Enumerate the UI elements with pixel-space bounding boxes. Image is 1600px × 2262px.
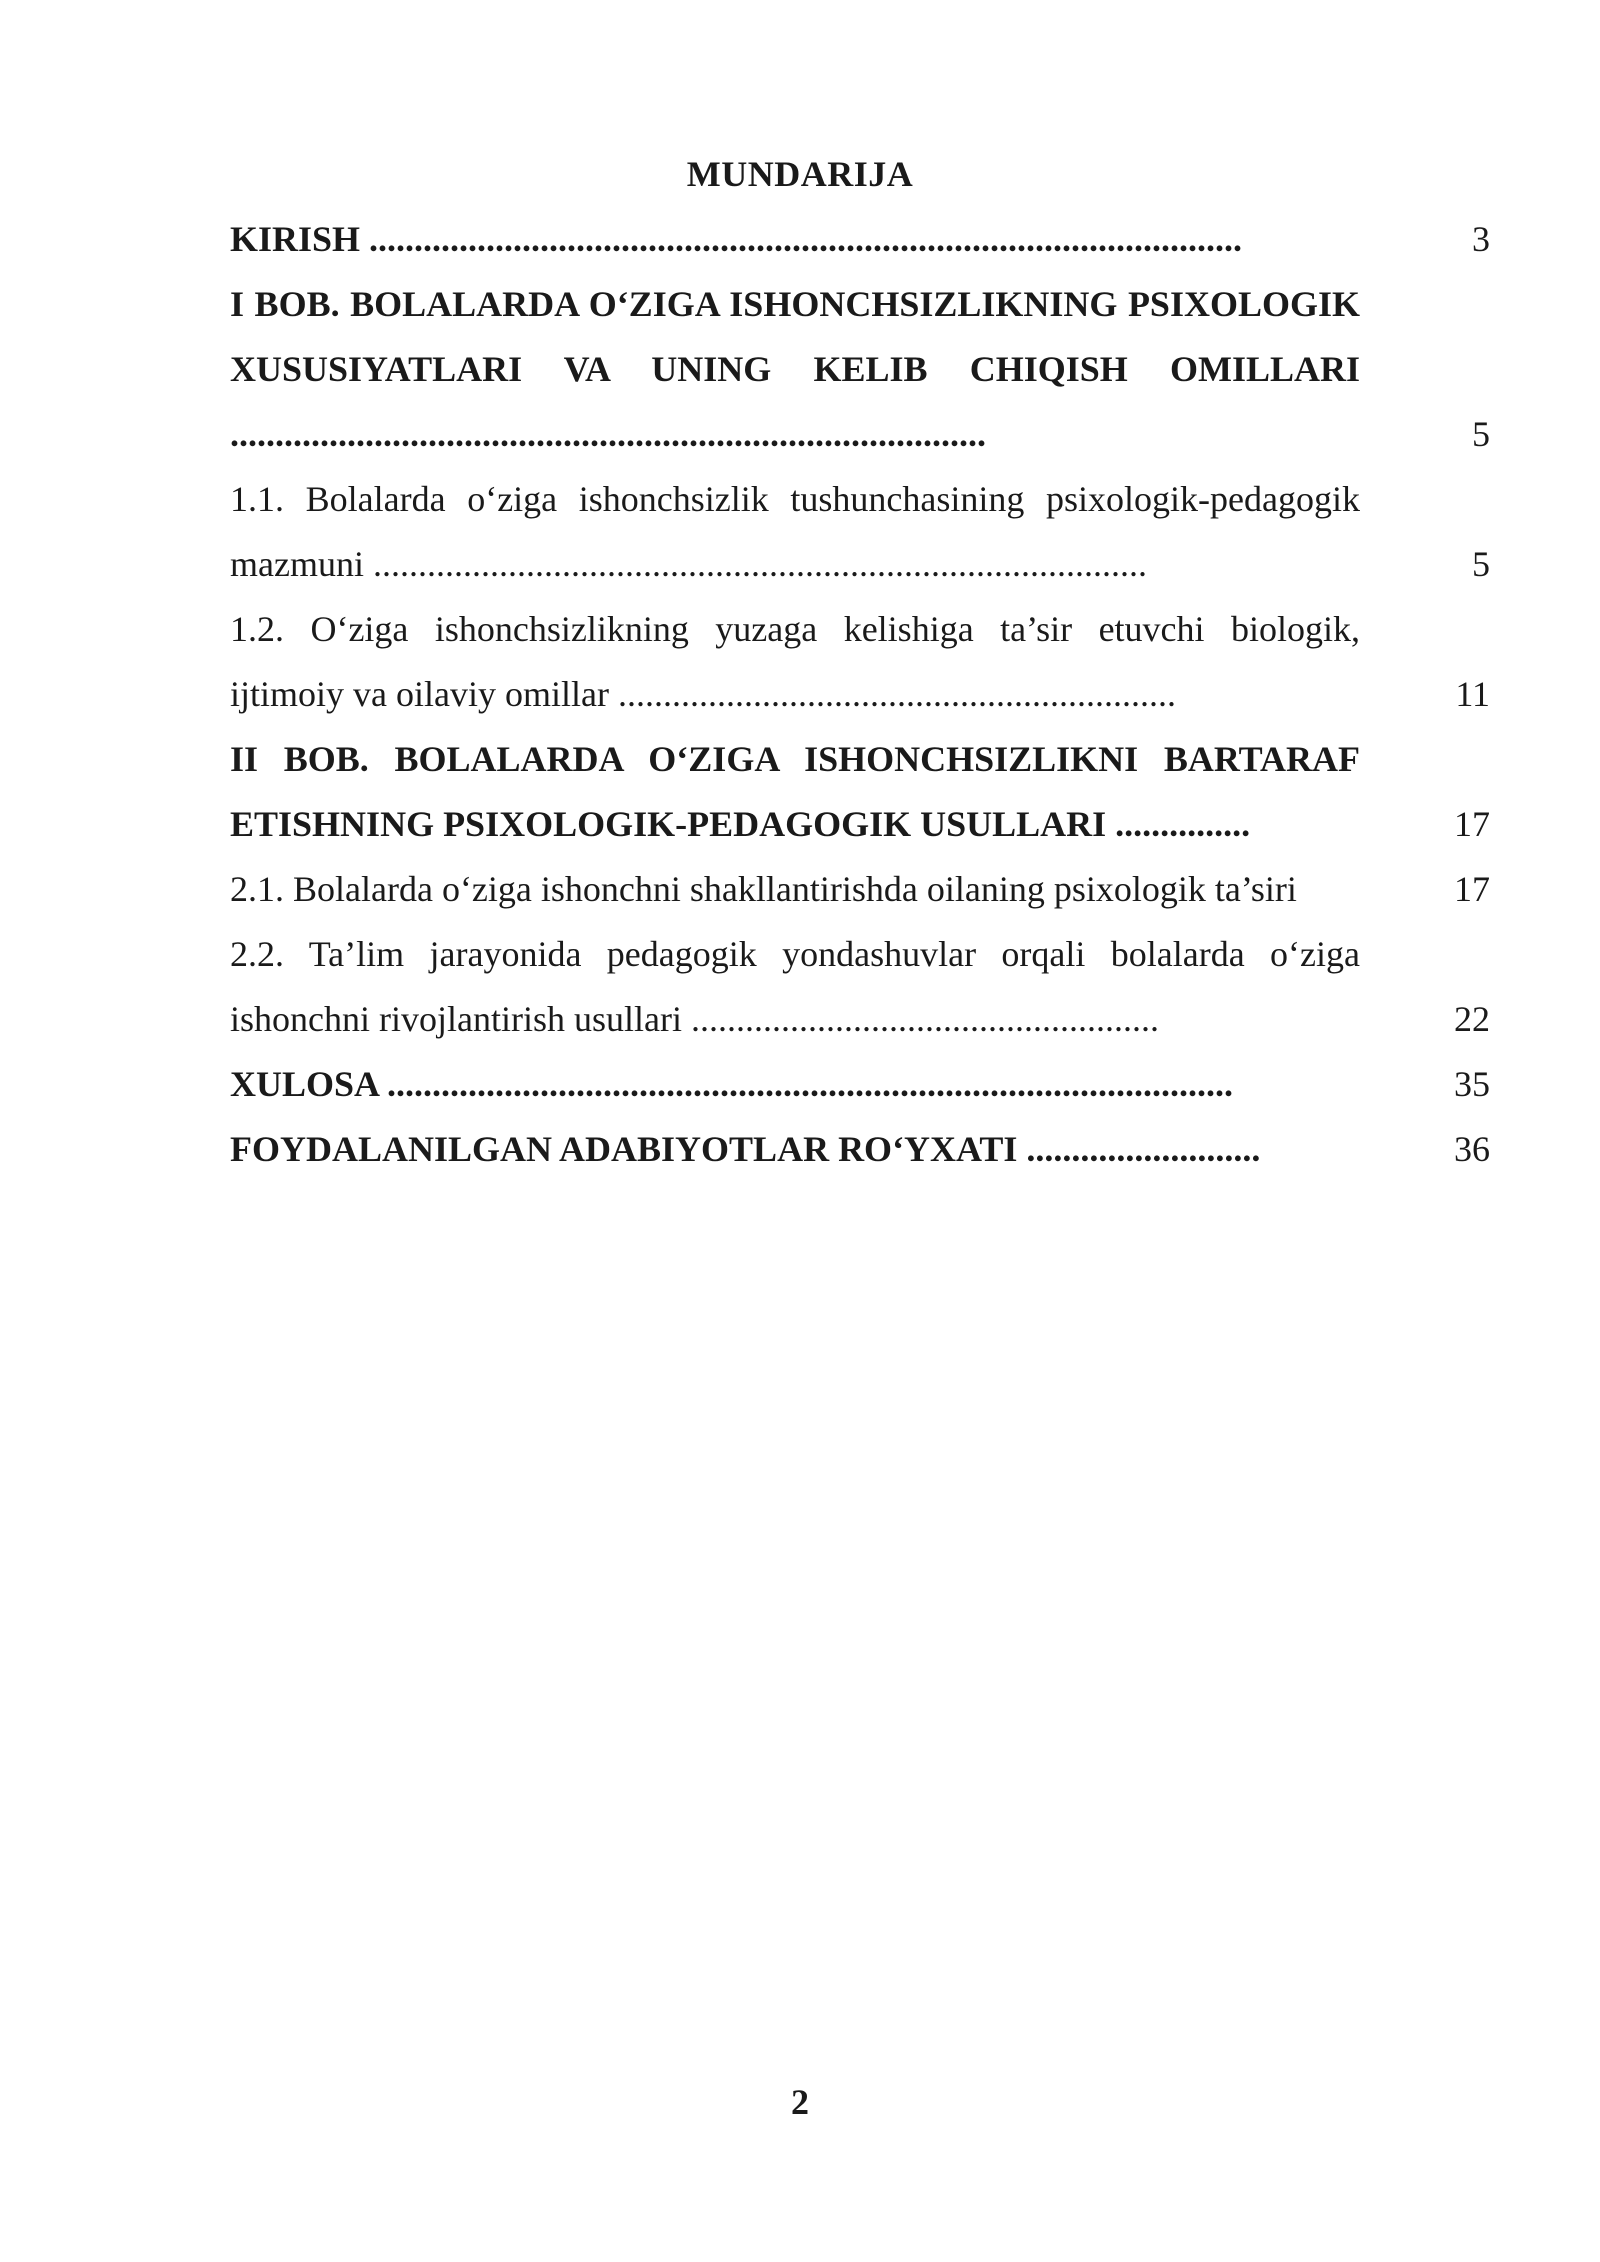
toc-entry-bibliography bbox=[230, 1117, 1490, 1182]
toc-entry-text: 2.2. Ta’lim jarayonida pedagogik yondashuvlar orqali bolalarda o‘ziga ishonchni rivojlantirish usullari .................................................... bbox=[230, 934, 1360, 1039]
toc-entry-section-1-2 bbox=[230, 597, 1490, 727]
toc-entry-section-1-1 bbox=[230, 467, 1490, 597]
toc-entry-text: I BOB. BOLALARDA O‘ZIGA ISHONCHSIZLIKNING PSIXOLOGIK XUSUSIYATLARI VA UNING KELIB CHIQISH OMILLARI .................................................................................... bbox=[230, 284, 1360, 454]
toc-entry-text: XULOSA .............................................................................................. bbox=[230, 1064, 1234, 1104]
toc-entry-text: II BOB. BOLALARDA O‘ZIGA ISHONCHSIZLIKNI BARTARAF ETISHNING PSIXOLOGIK-PEDAGOGIK USULLARI ............... bbox=[230, 739, 1360, 844]
toc-entry-page: 36 bbox=[1454, 1129, 1490, 1169]
toc-entry-chapter-1 bbox=[230, 272, 1490, 467]
toc-entry-section-2-2 bbox=[230, 922, 1490, 1052]
toc-entry-page: 17 bbox=[1454, 804, 1490, 844]
toc-entry-page: 5 bbox=[1472, 414, 1490, 454]
toc-entry-page: 3 bbox=[1472, 219, 1490, 259]
toc-entry-kirish bbox=[230, 207, 1490, 272]
toc-title: MUNDARIJA bbox=[686, 154, 914, 194]
table-of-contents bbox=[230, 207, 1490, 1182]
toc-entry-text: 1.2. O‘ziga ishonchsizlikning yuzaga kelishiga ta’sir etuvchi biologik, ijtimoiy va oilaviy omillar .............................................................. bbox=[230, 609, 1360, 714]
toc-entry-page: 11 bbox=[1455, 674, 1490, 714]
toc-entry-text: 2.1. Bolalarda o‘ziga ishonchni shakllantirishda oilaning psixologik ta’siri bbox=[230, 869, 1297, 909]
toc-entry-text: 1.1. Bolalarda o‘ziga ishonchsizlik tushunchasining psixologik-pedagogik mazmuni ...................................................................................... bbox=[230, 479, 1360, 584]
toc-entry-page: 5 bbox=[1472, 544, 1490, 584]
toc-entry-xulosa bbox=[230, 1052, 1490, 1117]
toc-entry-page: 22 bbox=[1454, 999, 1490, 1039]
toc-entry-chapter-2 bbox=[230, 727, 1490, 857]
page-number: 2 bbox=[791, 2082, 809, 2122]
toc-entry-text: KIRISH ................................................................................................. bbox=[230, 219, 1243, 259]
toc-entry-text: FOYDALANILGAN ADABIYOTLAR RO‘YXATI .......................... bbox=[230, 1129, 1261, 1169]
toc-entry-page: 17 bbox=[1454, 869, 1490, 909]
toc-entry-page: 35 bbox=[1454, 1064, 1490, 1104]
toc-entry-section-2-1 bbox=[230, 857, 1490, 922]
